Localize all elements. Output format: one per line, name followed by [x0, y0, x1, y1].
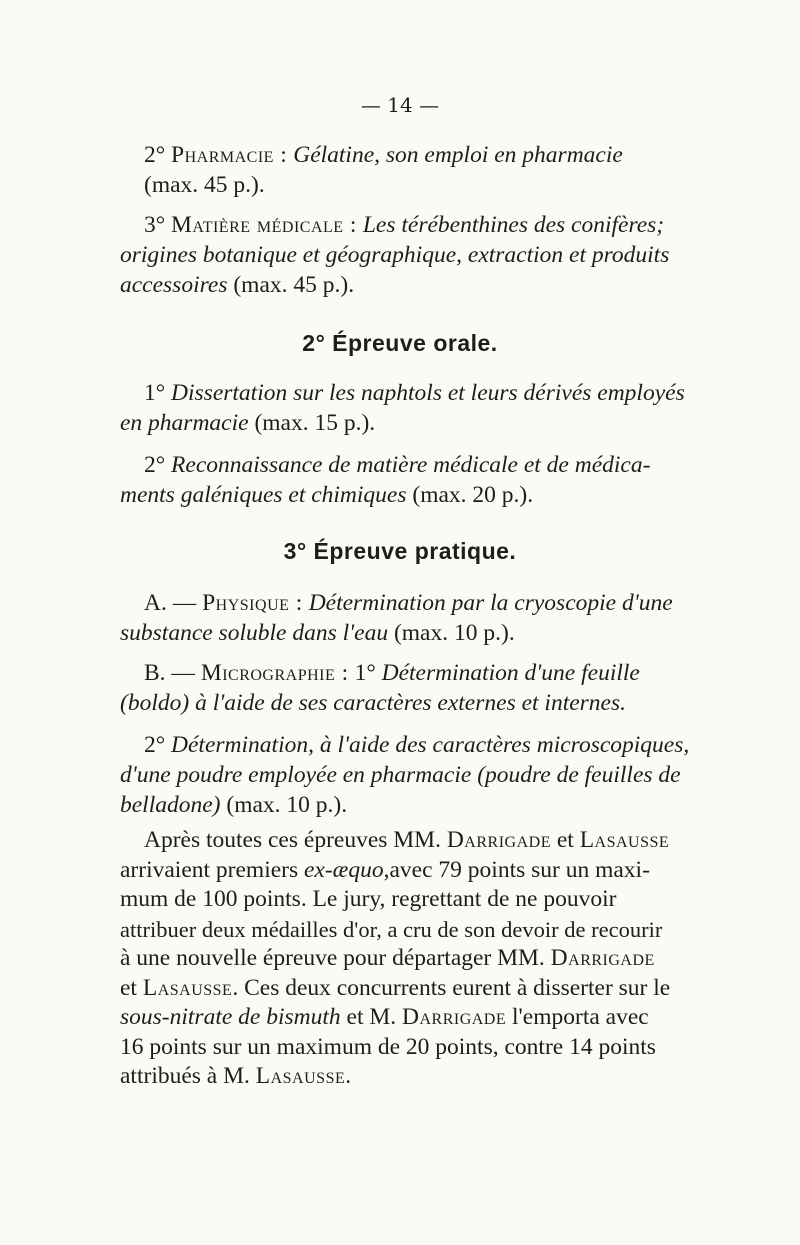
section-title: Pharmacie : [171, 142, 288, 168]
section-max: (max. 45 p.). [144, 172, 265, 198]
text-run: à une nouvelle épreuve pour départager MM. [120, 945, 545, 971]
section-text-line: accessoires [120, 272, 228, 298]
results-paragraph [120, 826, 671, 1092]
item-number: 2° [144, 452, 166, 478]
text-run: l'emporta avec [512, 1004, 649, 1030]
heading-number: 2° [302, 330, 326, 356]
item-text-line: ments galéniques et chimiques [120, 482, 407, 508]
item-text-line: belladone) [120, 792, 221, 818]
oral-item-1 [120, 378, 685, 438]
text-run: et [120, 974, 137, 1001]
heading-epreuve-orale [0, 330, 800, 357]
heading-text: Épreuve orale. [332, 330, 498, 356]
person-name: Darrigade [446, 827, 551, 853]
text-run: sous-nitrate de bismuth [120, 1004, 341, 1030]
section-title: Matière médicale : [171, 212, 357, 238]
section-number: 2° [144, 142, 166, 168]
text-run: et [556, 827, 574, 853]
person-name: Darrigade [402, 1004, 507, 1030]
item-title: Micrographie : [200, 660, 349, 686]
item-label: B. — [144, 660, 195, 686]
person-name: Lasausse [255, 1063, 346, 1089]
item-number: 1° [354, 660, 376, 686]
heading-epreuve-pratique [0, 538, 800, 565]
section-pharmacie [120, 140, 668, 200]
item-text: Détermination d'une feuille [381, 660, 640, 686]
section-text: Gélatine, son emploi en pharmacie [293, 142, 623, 168]
section-number: 3° [144, 212, 166, 238]
text-run: . Ces deux concurrents eurent à disserter sur le [232, 974, 671, 1001]
text-run: arrivaient premiers [120, 856, 299, 883]
item-max: (max. 10 p.). [226, 792, 348, 818]
text-run: ,avec 79 points sur un maxi- [383, 856, 650, 883]
item-number: 2° [144, 732, 166, 758]
pratique-item-c [120, 730, 690, 820]
item-text: Reconnaissance de matière médicale et de médica- [171, 452, 651, 478]
pratique-item-b [120, 658, 668, 718]
pratique-item-a [120, 588, 673, 648]
item-text-line: à l'aide de ses caractères externes et internes. [195, 690, 627, 716]
item-text-line: (boldo) [120, 690, 190, 716]
item-text-line: substance soluble dans l'eau [120, 620, 389, 646]
item-max: (max. 20 p.). [412, 482, 534, 508]
item-title: Physique : [202, 590, 303, 616]
section-text-line: origines botanique et géographique, extraction et produits [120, 242, 670, 268]
item-text: Détermination par la cryoscopie d'une [308, 590, 673, 616]
oral-item-2 [120, 450, 668, 510]
person-name: Lasausse [579, 827, 670, 853]
item-number: 1° [144, 380, 166, 406]
heading-number: 3° [283, 538, 307, 564]
text-run: attribués à M. [120, 1063, 250, 1089]
text-line: 16 points sur un maximum de 20 points, contre 14 points [120, 1033, 656, 1060]
item-label: A. — [144, 590, 197, 616]
text-run: et M. [346, 1004, 397, 1030]
item-max: (max. 10 p.). [393, 620, 515, 646]
text-run: Après toutes ces épreuves MM. [144, 827, 441, 853]
text-line: mum de 100 points. Le jury, regrettant de ne pouvoir [120, 886, 617, 912]
section-matiere-medicale [120, 210, 668, 300]
page-number: — 14 — [360, 93, 440, 117]
person-name: Lasausse [142, 974, 233, 1001]
item-max: (max. 15 p.). [254, 410, 376, 436]
item-text-line: d'une poudre employée en pharmacie (poudre de feuilles de [120, 762, 681, 788]
text-run: . [345, 1063, 352, 1089]
text-line: attribuer deux médailles d'or, a cru de son devoir de recourir [120, 916, 663, 942]
section-text: Les térébenthines des conifères; [362, 212, 665, 238]
heading-text: Épreuve pratique. [313, 538, 517, 564]
section-max: (max. 45 p.). [233, 272, 355, 298]
item-text: Détermination, à l'aide des caractères microscopiques, [171, 732, 690, 758]
text-run: ex-æquo [304, 856, 384, 883]
item-text-line: en pharmacie [120, 410, 249, 436]
person-name: Darrigade [550, 945, 655, 971]
item-text: Dissertation sur les naphtols et leurs dérivés employés [171, 380, 685, 406]
